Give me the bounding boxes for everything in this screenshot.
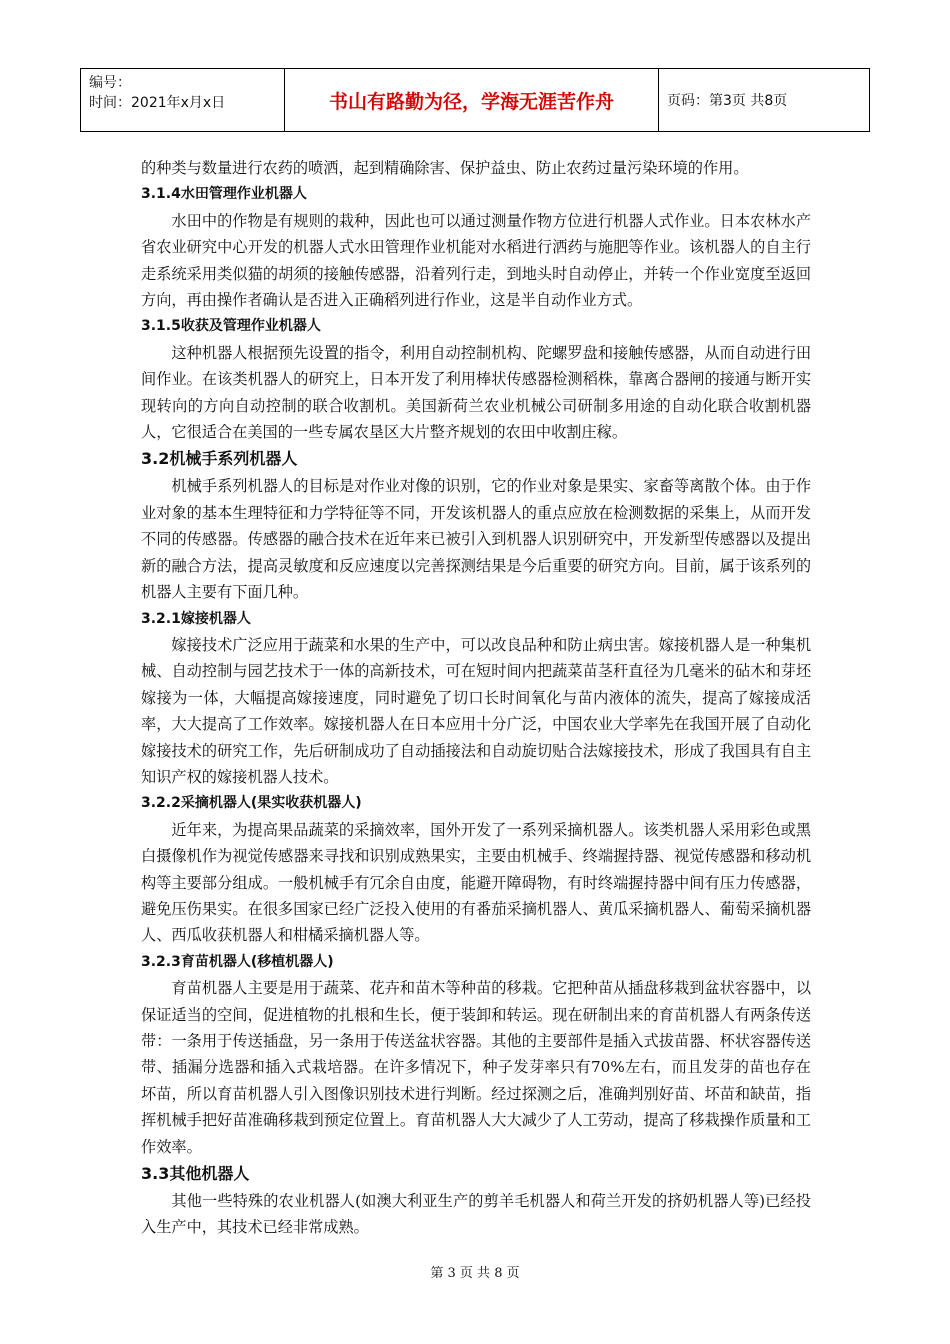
page-header <box>80 68 870 132</box>
document-body <box>141 155 811 1241</box>
header-meta <box>81 69 285 131</box>
heading-3-2-3: 3.2.3育苗机器人(移植机器人) <box>141 953 334 970</box>
heading-3-1-4: 3.1.4水田管理作业机器人 <box>141 186 307 203</box>
document-date-label: 时间：2021年x月x日 <box>89 95 226 111</box>
heading-3-1-5: 3.1.5收获及管理作业机器人 <box>141 318 321 335</box>
paragraph-3-2: 机械手系列机器人的目标是对作业对像的识别，它的作业对象是果实、家畜等离散个体。由于作业对象的基本生理特征和力学特征等不同，开发该机器人的重点应放在检测数据的采集上，从而开发不同的传感器。传感器的融合技术在近年来已被引入到机器人识别研究中，开发新型传感器以及提出新的融合方法，提高灵敏度和反应速度以完善探测结果是今后重要的研究方向。目前，属于该系列的机器人主要有下面几种。 <box>141 477 811 602</box>
paragraph-3-1-5: 这种机器人根据预先设置的指令，利用自动控制机构、陀螺罗盘和接触传感器，从而自动进行田间作业。在该类机器人的研究上，日本开发了利用棒状传感器检测稻株，靠离合器闸的接通与断开实现转向的方向自动控制的联合收割机。美国新荷兰农业机械公司研制多用途的自动化联合收割机器人，它很适合在美国的一些专属农垦区大片整齐规划的农田中收割庄稼。 <box>141 343 811 442</box>
paragraph-continued: 的种类与数量进行农药的喷洒，起到精确除害、保护益虫、防止农药过量污染环境的作用。 <box>141 159 749 177</box>
paragraph-3-2-3: 育苗机器人主要是用于蔬菜、花卉和苗木等种苗的移栽。它把种苗从插盘移栽到盆状容器中，以保证适当的空间，促进植物的扎根和生长，便于装卸和转运。现在研制出来的育苗机器人有两条传送带：一条用于传送插盘，另一条用于传送盆状容器。其他的主要部件是插入式拔苗器、杯状容器传送带、插漏分选器和插入式栽培器。在许多情况下，种子发芽率只有70%左右，而且发芽的苗也存在坏苗，所以育苗机器人引入图像识别技术进行判断。经过探测之后，准确判别好苗、坏苗和缺苗，指挥机械手把好苗准确移栽到预定位置上。育苗机器人大大减少了人工劳动，提高了移栽操作质量和工作效率。 <box>141 979 811 1156</box>
heading-3-2: 3.2机械手系列机器人 <box>141 449 298 469</box>
paragraph-3-3: 其他一些特殊的农业机器人(如澳大利亚生产的剪羊毛机器人和荷兰开发的挤奶机器人等)已经投入生产中，其技术已经非常成熟。 <box>141 1192 811 1237</box>
heading-3-3: 3.3其他机器人 <box>141 1164 250 1184</box>
header-page-label: 页码：第3页 共8页 <box>667 93 788 109</box>
document-number-label: 编号： <box>89 75 131 91</box>
heading-3-2-1: 3.2.1嫁接机器人 <box>141 610 251 627</box>
page-footer: 第 3 页 共 8 页 <box>430 1266 520 1281</box>
paragraph-3-2-1: 嫁接技术广泛应用于蔬菜和水果的生产中，可以改良品种和防止病虫害。嫁接机器人是一种集机械、自动控制与园艺技术于一体的高新技术，可在短时间内把蔬菜苗茎秆直径为几毫米的砧木和芽坯嫁接为一体，大幅提高嫁接速度，同时避免了切口长时间氧化与苗内液体的流失，提高了嫁接成活率，大大提高了工作效率。嫁接机器人在日本应用十分广泛，中国农业大学率先在我国开展了自动化嫁接技术的研究工作，先后研制成功了自动插接法和自动旋切贴合法嫁接技术，形成了我国具有自主知识产权的嫁接机器人技术。 <box>141 635 811 786</box>
heading-3-2-2: 3.2.2采摘机器人(果实收获机器人) <box>141 795 362 812</box>
paragraph-3-1-4: 水田中的作物是有规则的栽种，因此也可以通过测量作物方位进行机器人式作业。日本农林水产省农业研究中心开发的机器人式水田管理作业机能对水稻进行洒药与施肥等作业。该机器人的自主行走系统采用类似猫的胡须的接触传感器，沿着列行走，到地头时自动停止，并转一个作业宽度至返回方向，再由操作者确认是否进入正确稻列进行作业，这是半自动作业方式。 <box>141 211 811 310</box>
paragraph-3-2-2: 近年来，为提高果品蔬菜的采摘效率，国外开发了一系列采摘机器人。该类机器人采用彩色或黑白摄像机作为视觉传感器来寻找和识别成熟果实，主要由机械手、终端握持器、视觉传感器和移动机构等主要部分组成。一般机械手有冗余自由度，能避开障碍物，有时终端握持器中间有压力传感器，避免压伤果实。在很多国家已经广泛投入使用的有番茄采摘机器人、黄瓜采摘机器人、葡萄采摘机器人、西瓜收获机器人和柑橘采摘机器人等。 <box>141 820 811 945</box>
header-motto: 书山有路勤为径，学海无涯苦作舟 <box>285 69 659 131</box>
